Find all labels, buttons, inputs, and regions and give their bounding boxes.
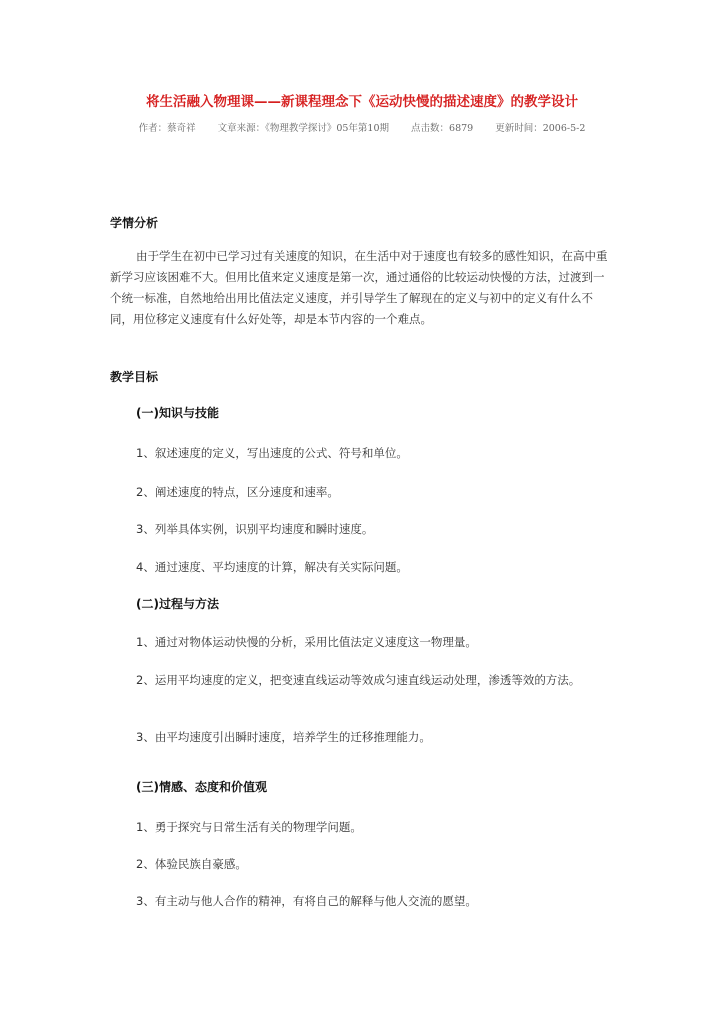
click-count: 点击数：6879 [411, 123, 474, 134]
knowledge-item: 2、阐述速度的特点，区分速度和速率。 [136, 485, 339, 499]
author-info: 作者：蔡奇祥 [138, 123, 196, 134]
article-title: 将生活融入物理课——新课程理念下《运动快慢的描述速度》的教学设计 [146, 94, 578, 110]
goals-heading: 教学目标 [110, 370, 159, 384]
process-item: 3、由平均速度引出瞬时速度，培养学生的迁移推理能力。 [136, 730, 431, 744]
analysis-section [110, 214, 614, 232]
emotion-item-1-wrap [110, 817, 614, 837]
emotion-item-3-wrap [110, 891, 614, 911]
process-item-3-wrap [110, 727, 614, 747]
emotion-heading: (三)情感、态度和价值观 [136, 780, 267, 794]
update-time: 更新时间：2006-5-2 [495, 123, 586, 134]
process-item-2-wrap [110, 670, 614, 690]
emotion-item-2-wrap [110, 854, 614, 874]
analysis-heading: 学情分析 [110, 216, 159, 230]
analysis-paragraph: 由于学生在初中已学习过有关速度的知识，在生活中对于速度也有较多的感性知识，在高中重新学习应该困难不大。但用比值来定义速度是第一次，通过通俗的比较运动快慢的方法，过渡到一个统一标准，自然地给出用比值法定义速度，并引导学生了解现在的定义与初中的定义有什么不同，用位移定义速度有什么好处等，却是本节内容的一个难点。 [110, 249, 608, 326]
knowledge-item-3-wrap [110, 519, 614, 539]
process-item-1-wrap [110, 632, 614, 652]
analysis-paragraph-block [110, 246, 614, 330]
knowledge-item: 4、通过速度、平均速度的计算，解决有关实际问题。 [136, 560, 408, 574]
knowledge-item: 3、列举具体实例，识别平均速度和瞬时速度。 [136, 522, 374, 536]
goals-section [110, 368, 614, 386]
process-subsection [110, 595, 614, 613]
knowledge-subsection [110, 404, 614, 422]
emotion-subsection [110, 778, 614, 796]
knowledge-item-4-wrap [110, 557, 614, 577]
source-info: 文章来源：《物理教学探讨》05年第10期 [217, 123, 390, 134]
knowledge-item-1-wrap [110, 443, 614, 463]
process-heading: (二)过程与方法 [136, 597, 219, 611]
emotion-item: 2、体验民族自豪感。 [136, 857, 247, 871]
article-meta [110, 122, 614, 136]
emotion-item: 3、有主动与他人合作的精神，有将自己的解释与他人交流的愿望。 [136, 894, 477, 908]
process-item: 1、通过对物体运动快慢的分析，采用比值法定义速度这一物理量。 [136, 635, 477, 649]
knowledge-item-2-wrap [110, 482, 614, 502]
knowledge-item: 1、叙述速度的定义，写出速度的公式、符号和单位。 [136, 446, 408, 460]
knowledge-heading: (一)知识与技能 [136, 406, 219, 420]
article [110, 92, 614, 136]
process-item: 2、运用平均速度的定义，把变速直线运动等效成匀速直线运动处理，渗透等效的方法。 [136, 673, 581, 687]
emotion-item: 1、勇于探究与日常生活有关的物理学问题。 [136, 820, 362, 834]
